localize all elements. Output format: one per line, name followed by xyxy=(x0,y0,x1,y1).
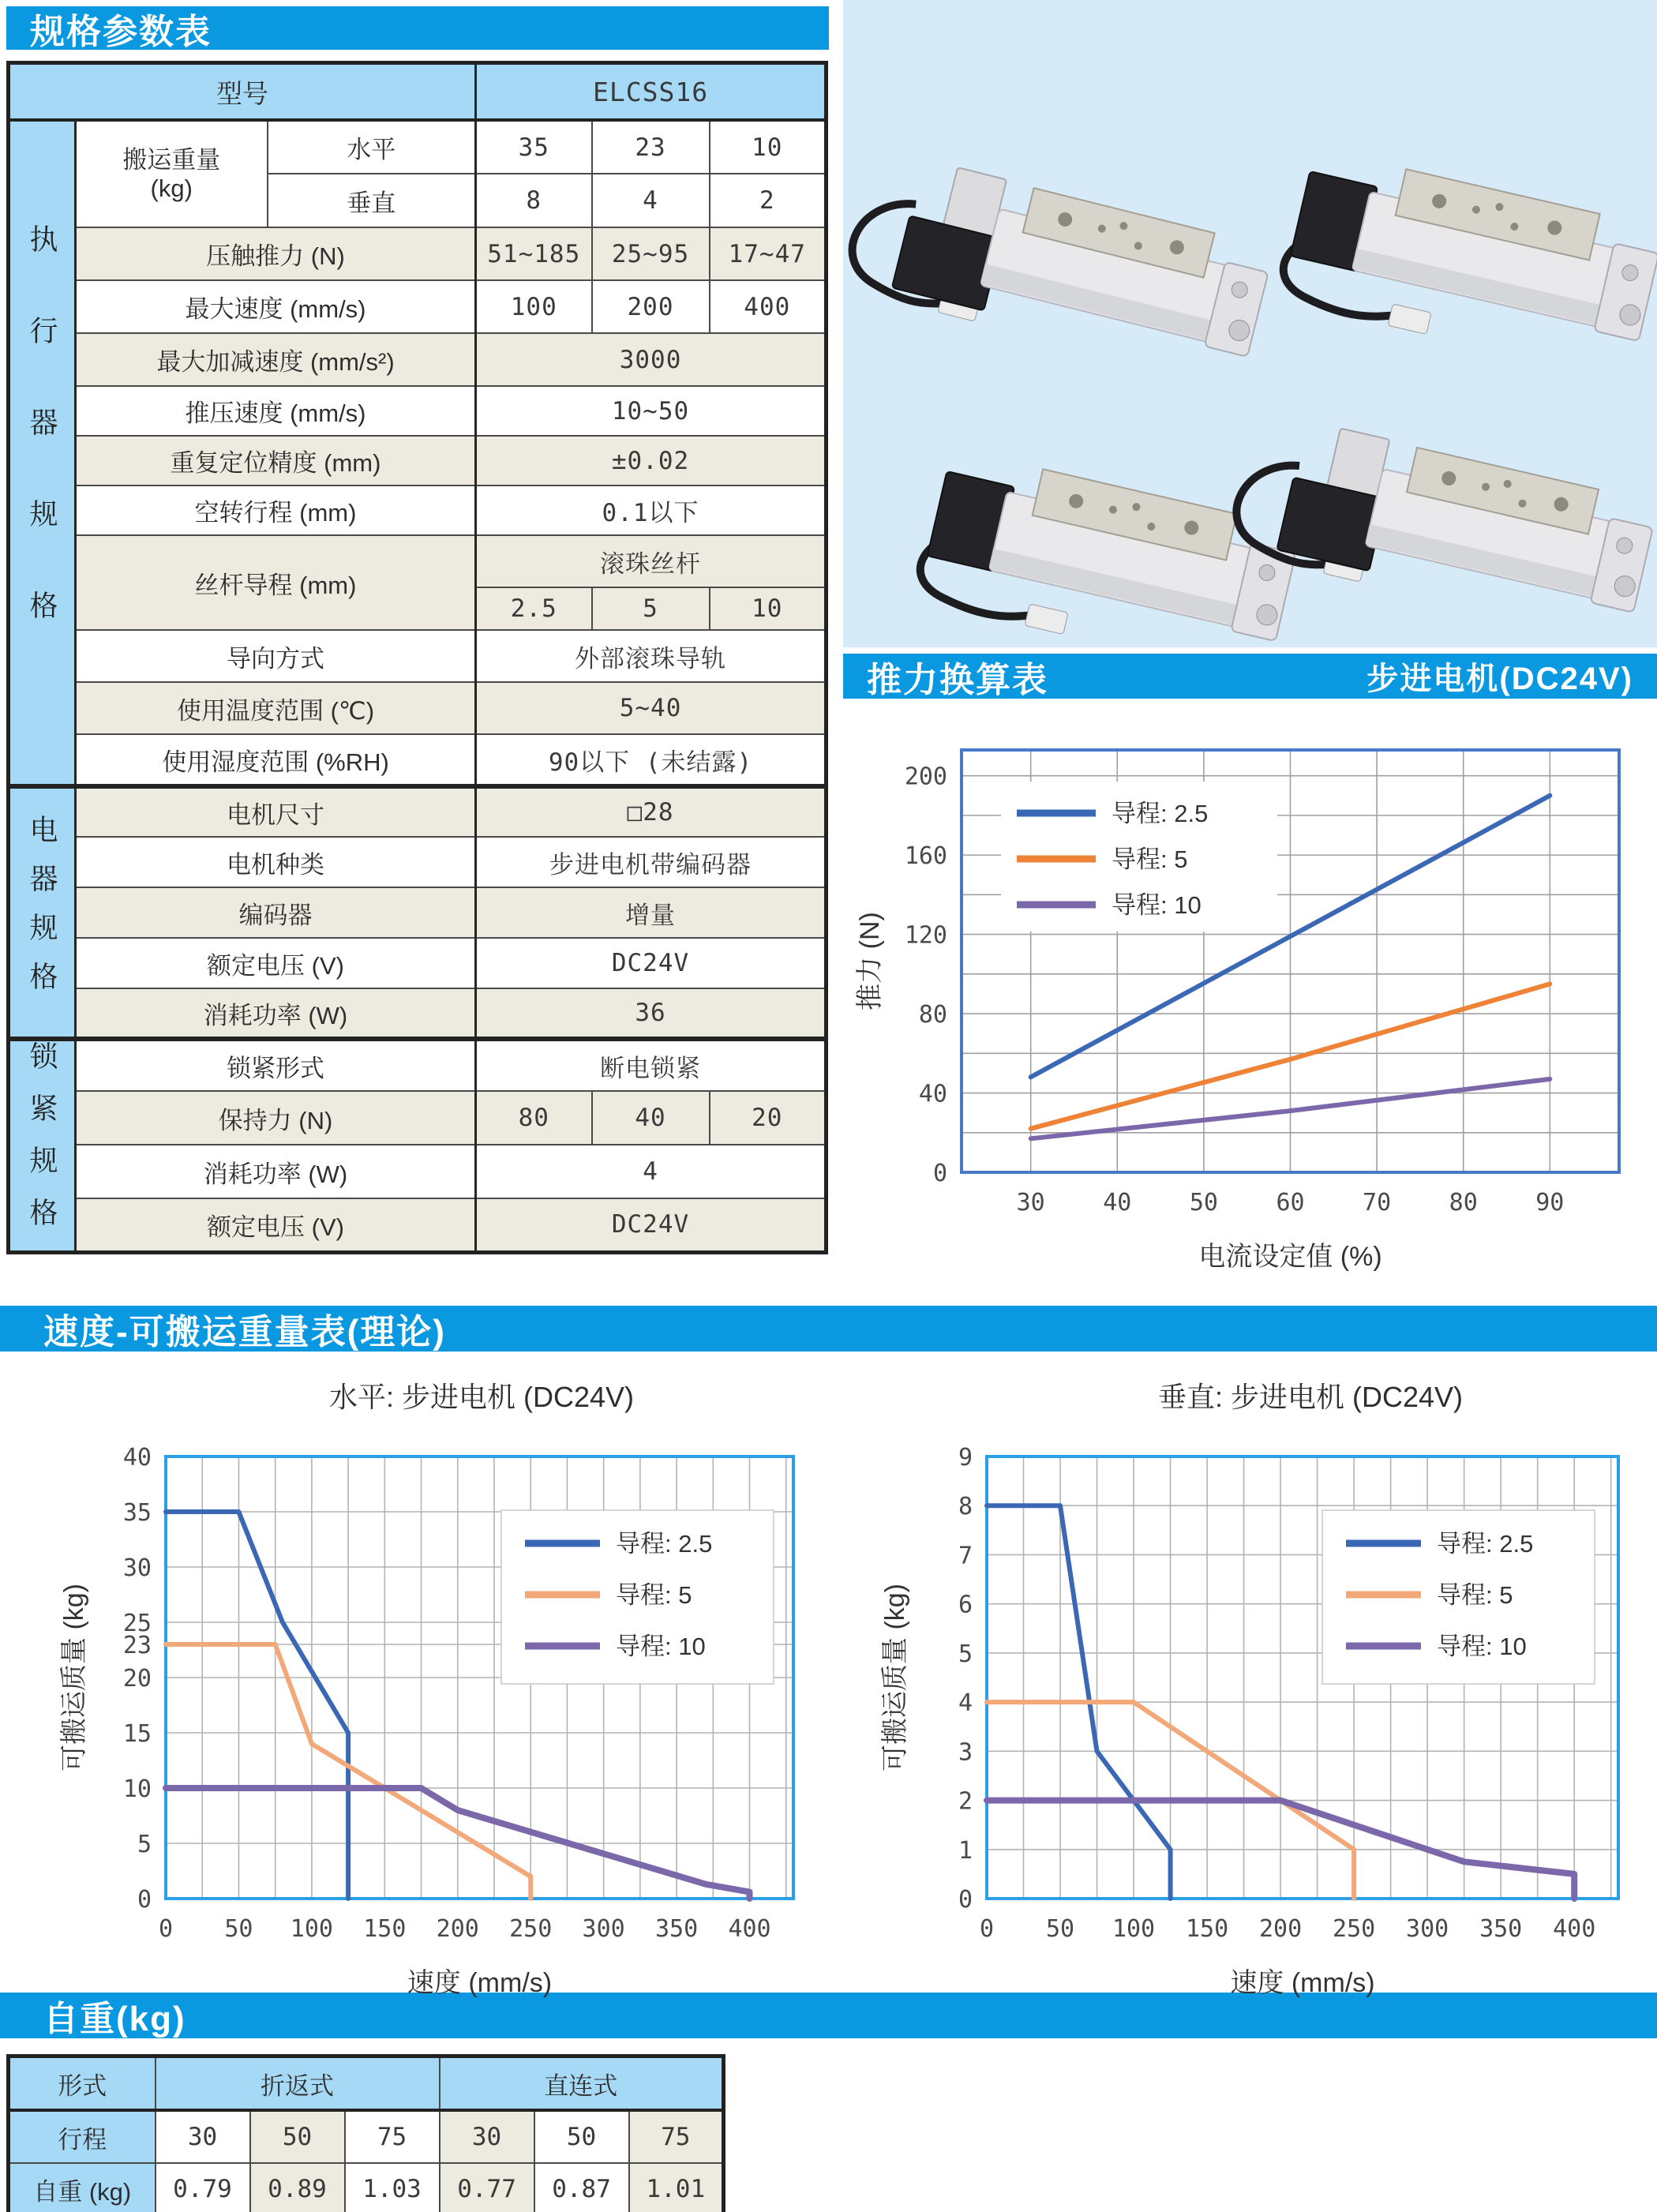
spec-value: 80 xyxy=(476,1091,592,1145)
weight-table-container xyxy=(6,2054,725,2212)
spec-value: 8 xyxy=(476,174,592,227)
row-label: 保持力 (N) xyxy=(76,1091,476,1145)
chart-title-vertical: 垂直: 步进电机 (DC24V) xyxy=(1157,1381,1464,1413)
row-sublabel: 垂直 xyxy=(268,174,476,227)
row-label: 消耗功率 (W) xyxy=(76,1145,476,1198)
spec-value: 5 xyxy=(592,587,710,630)
row-label: 空转行程 (mm) xyxy=(76,486,476,535)
spec-value: 0.1以下 xyxy=(476,486,827,535)
table-row xyxy=(9,837,827,887)
product-photo-1 xyxy=(843,148,1275,388)
svg-text:350: 350 xyxy=(1479,1915,1523,1943)
spec-value: 4 xyxy=(476,1145,827,1198)
section-title: 规格参数表 xyxy=(30,12,212,51)
svg-text:30: 30 xyxy=(1016,1189,1045,1217)
spec-value: 100 xyxy=(476,280,592,333)
spec-value: 35 xyxy=(476,120,592,174)
mass-value: 1.01 xyxy=(629,2163,724,2212)
product-photo-4 xyxy=(1227,410,1657,643)
svg-text:40: 40 xyxy=(918,1080,947,1108)
row-label: 使用温度范围 (℃) xyxy=(76,682,476,734)
svg-text:0: 0 xyxy=(979,1915,995,1943)
table-row xyxy=(9,1145,827,1198)
stroke-value: 50 xyxy=(534,2110,629,2163)
mass-value: 0.79 xyxy=(156,2163,250,2212)
spec-table xyxy=(6,61,828,1254)
speed-weight-chart-horizontal xyxy=(47,1417,837,2025)
row-label: 使用湿度范围 (%RH) xyxy=(76,734,476,786)
svg-text:导程: 10: 导程: 10 xyxy=(1437,1633,1527,1660)
row-label: 电机尺寸 xyxy=(76,786,476,837)
table-row xyxy=(9,2163,724,2212)
svg-text:速度 (mm/s): 速度 (mm/s) xyxy=(1230,1968,1375,1998)
category-actuator-spec: 执行器规格 xyxy=(9,120,76,786)
spec-value: DC24V xyxy=(476,1198,827,1252)
table-row xyxy=(9,436,827,486)
svg-text:50: 50 xyxy=(1045,1915,1075,1943)
spec-value: 36 xyxy=(476,988,827,1039)
table-row xyxy=(9,227,827,280)
svg-text:可搬运质量 (kg): 可搬运质量 (kg) xyxy=(59,1584,89,1771)
row-label: 最大加减速度 (mm/s²) xyxy=(76,333,476,386)
table-row xyxy=(9,333,827,386)
weight-form-label: 形式 xyxy=(9,2056,156,2111)
svg-text:160: 160 xyxy=(904,842,947,871)
svg-text:导程: 10: 导程: 10 xyxy=(616,1633,706,1660)
row-label: 压触推力 (N) xyxy=(76,227,476,280)
svg-text:导程: 2.5: 导程: 2.5 xyxy=(1437,1530,1534,1558)
spec-value: 滚珠丝杆 xyxy=(476,535,827,587)
spec-value: 外部滚珠导轨 xyxy=(476,630,827,682)
weight-type-direct: 直连式 xyxy=(440,2056,724,2111)
svg-text:6: 6 xyxy=(958,1591,973,1619)
svg-text:50: 50 xyxy=(224,1915,253,1943)
spec-value: 3000 xyxy=(476,333,827,386)
svg-text:150: 150 xyxy=(363,1915,407,1943)
svg-text:4: 4 xyxy=(958,1689,973,1718)
table-row xyxy=(9,786,827,837)
spec-value: 200 xyxy=(592,280,710,333)
svg-text:0: 0 xyxy=(137,1886,152,1914)
svg-text:100: 100 xyxy=(1112,1915,1156,1943)
mass-value: 1.03 xyxy=(345,2163,440,2212)
stroke-value: 50 xyxy=(250,2110,345,2163)
product-photo-2 xyxy=(1276,148,1657,381)
svg-text:8: 8 xyxy=(958,1493,973,1521)
svg-text:3: 3 xyxy=(958,1738,973,1767)
svg-text:2: 2 xyxy=(958,1787,973,1816)
svg-text:200: 200 xyxy=(436,1915,479,1943)
svg-text:400: 400 xyxy=(1553,1915,1596,1943)
weight-table xyxy=(6,2054,725,2212)
mass-value: 0.77 xyxy=(440,2163,534,2212)
row-sublabel: 水平 xyxy=(268,120,476,174)
stroke-value: 75 xyxy=(345,2110,440,2163)
svg-text:150: 150 xyxy=(1185,1915,1229,1943)
svg-text:30: 30 xyxy=(122,1554,152,1582)
svg-text:导程: 5: 导程: 5 xyxy=(1112,845,1188,873)
svg-text:200: 200 xyxy=(904,763,947,791)
section-subtitle: 步进电机(DC24V) xyxy=(1366,662,1633,696)
svg-text:300: 300 xyxy=(582,1915,625,1943)
svg-text:5: 5 xyxy=(958,1640,973,1668)
svg-text:350: 350 xyxy=(654,1915,699,1943)
weight-type-folded: 折返式 xyxy=(156,2056,440,2111)
svg-text:推力 (N): 推力 (N) xyxy=(855,912,885,1010)
spec-value: 10~50 xyxy=(476,386,827,436)
weight-mass-label: 自重 (kg) xyxy=(9,2163,156,2212)
row-label: 额定电压 (V) xyxy=(76,1198,476,1252)
weight-stroke-label: 行程 xyxy=(9,2110,156,2163)
table-row xyxy=(9,120,827,174)
svg-text:40: 40 xyxy=(1103,1189,1132,1217)
svg-text:0: 0 xyxy=(158,1915,174,1943)
product-photos-art xyxy=(843,0,1657,647)
chart-title-horizontal: 水平: 步进电机 (DC24V) xyxy=(328,1381,635,1413)
table-row xyxy=(9,386,827,436)
svg-text:120: 120 xyxy=(904,921,947,950)
product-photo-3 xyxy=(913,448,1301,647)
svg-text:导程: 5: 导程: 5 xyxy=(616,1581,692,1609)
svg-text:5: 5 xyxy=(137,1831,152,1858)
section-title: 推力换算表 xyxy=(867,660,1048,699)
svg-text:0: 0 xyxy=(932,1160,947,1187)
spec-value: 增量 xyxy=(476,887,827,938)
table-row xyxy=(9,1039,827,1091)
svg-text:1: 1 xyxy=(958,1836,973,1865)
spec-value: 5~40 xyxy=(476,682,827,734)
stroke-value: 75 xyxy=(629,2110,724,2163)
spec-value: 20 xyxy=(710,1091,827,1145)
spec-value: 2 xyxy=(710,174,827,227)
table-row xyxy=(9,938,827,988)
spec-value: 40 xyxy=(592,1091,710,1145)
row-label: 消耗功率 (W) xyxy=(76,988,476,1039)
svg-text:80: 80 xyxy=(918,1001,947,1029)
spec-value: 10 xyxy=(710,120,827,174)
svg-text:80: 80 xyxy=(1449,1189,1478,1217)
spec-value: DC24V xyxy=(476,938,827,988)
svg-text:70: 70 xyxy=(1363,1189,1392,1217)
speed-weight-chart-vertical xyxy=(868,1417,1657,2025)
table-row xyxy=(9,682,827,734)
section-title: 速度-可搬运重量表(理论) xyxy=(43,1313,446,1352)
row-label: 丝杆导程 (mm) xyxy=(76,535,476,630)
svg-text:0: 0 xyxy=(958,1886,973,1914)
svg-text:60: 60 xyxy=(1276,1189,1305,1217)
svg-text:200: 200 xyxy=(1258,1915,1303,1943)
spec-value: 25~95 xyxy=(592,227,710,280)
row-label: 锁紧形式 xyxy=(76,1039,476,1091)
table-row xyxy=(9,1198,827,1252)
spec-value: 步进电机带编码器 xyxy=(476,837,827,887)
svg-text:20: 20 xyxy=(122,1665,152,1693)
table-row xyxy=(9,630,827,682)
table-row xyxy=(9,1091,827,1145)
stroke-value: 30 xyxy=(156,2110,250,2163)
model-label: 型号 xyxy=(9,63,476,121)
table-row xyxy=(9,887,827,938)
svg-text:导程: 10: 导程: 10 xyxy=(1112,891,1202,919)
row-label: 额定电压 (V) xyxy=(76,938,476,988)
svg-text:23: 23 xyxy=(122,1632,152,1659)
category-lock-spec: 锁紧规格 xyxy=(9,1039,76,1252)
spec-value: 400 xyxy=(710,280,827,333)
stroke-value: 30 xyxy=(440,2110,534,2163)
spec-value: 90以下 (未结露) xyxy=(476,734,827,786)
spec-value: 10 xyxy=(710,587,827,630)
svg-text:50: 50 xyxy=(1189,1189,1218,1217)
section-header-speed-weight xyxy=(0,1306,1657,1352)
table-row xyxy=(9,988,827,1039)
spec-value: 4 xyxy=(592,174,710,227)
spec-value: 51~185 xyxy=(476,227,592,280)
row-label: 电机种类 xyxy=(76,837,476,887)
spec-value: 23 xyxy=(592,120,710,174)
svg-text:可搬运质量 (kg): 可搬运质量 (kg) xyxy=(880,1584,910,1771)
svg-text:电流设定值 (%): 电流设定值 (%) xyxy=(1198,1242,1382,1272)
table-row xyxy=(9,63,827,121)
model-value: ELCSS16 xyxy=(476,63,827,121)
svg-text:100: 100 xyxy=(290,1915,333,1943)
row-label: 导向方式 xyxy=(76,630,476,682)
mass-value: 0.87 xyxy=(534,2163,629,2212)
carry-label: 搬运重量 xyxy=(122,145,221,174)
spec-value: 2.5 xyxy=(476,587,592,630)
svg-text:40: 40 xyxy=(122,1444,152,1472)
section-header-thrust-chart xyxy=(843,654,1657,699)
spec-value: □28 xyxy=(476,786,827,837)
svg-text:导程: 5: 导程: 5 xyxy=(1437,1581,1513,1609)
svg-text:7: 7 xyxy=(958,1542,973,1570)
thrust-conversion-chart xyxy=(843,707,1657,1295)
svg-text:90: 90 xyxy=(1535,1189,1565,1217)
spec-value: 断电锁紧 xyxy=(476,1039,827,1091)
row-label: 最大速度 (mm/s) xyxy=(76,280,476,333)
mass-value: 0.89 xyxy=(250,2163,345,2212)
row-label: 编码器 xyxy=(76,887,476,938)
table-row xyxy=(9,734,827,786)
spec-value: ±0.02 xyxy=(476,436,827,486)
section-title: 自重(kg) xyxy=(43,2000,186,2038)
category-electrical-spec: 电器规格 xyxy=(9,786,76,1039)
svg-text:25: 25 xyxy=(122,1610,152,1637)
svg-text:250: 250 xyxy=(509,1915,553,1943)
svg-text:400: 400 xyxy=(728,1915,771,1943)
section-header-spec-table xyxy=(6,6,829,50)
carry-unit: (kg) xyxy=(150,174,193,202)
table-row xyxy=(9,280,827,333)
table-row xyxy=(9,535,827,587)
row-label: 推压速度 (mm/s) xyxy=(76,386,476,436)
svg-text:速度 (mm/s): 速度 (mm/s) xyxy=(407,1968,553,1998)
spec-table-container xyxy=(6,61,828,1254)
svg-text:10: 10 xyxy=(122,1775,152,1803)
table-row xyxy=(9,2110,724,2163)
svg-text:导程: 2.5: 导程: 2.5 xyxy=(616,1530,713,1558)
table-row xyxy=(9,2056,724,2111)
svg-text:35: 35 xyxy=(122,1499,152,1527)
product-photo-panel xyxy=(843,0,1657,647)
svg-text:15: 15 xyxy=(122,1720,152,1748)
spec-value: 17~47 xyxy=(710,227,827,280)
svg-text:导程: 2.5: 导程: 2.5 xyxy=(1112,800,1209,827)
row-label: 重复定位精度 (mm) xyxy=(76,436,476,486)
svg-text:250: 250 xyxy=(1333,1915,1376,1943)
row-label xyxy=(76,120,268,227)
svg-text:9: 9 xyxy=(958,1444,973,1472)
svg-text:300: 300 xyxy=(1406,1915,1449,1943)
table-row xyxy=(9,486,827,535)
